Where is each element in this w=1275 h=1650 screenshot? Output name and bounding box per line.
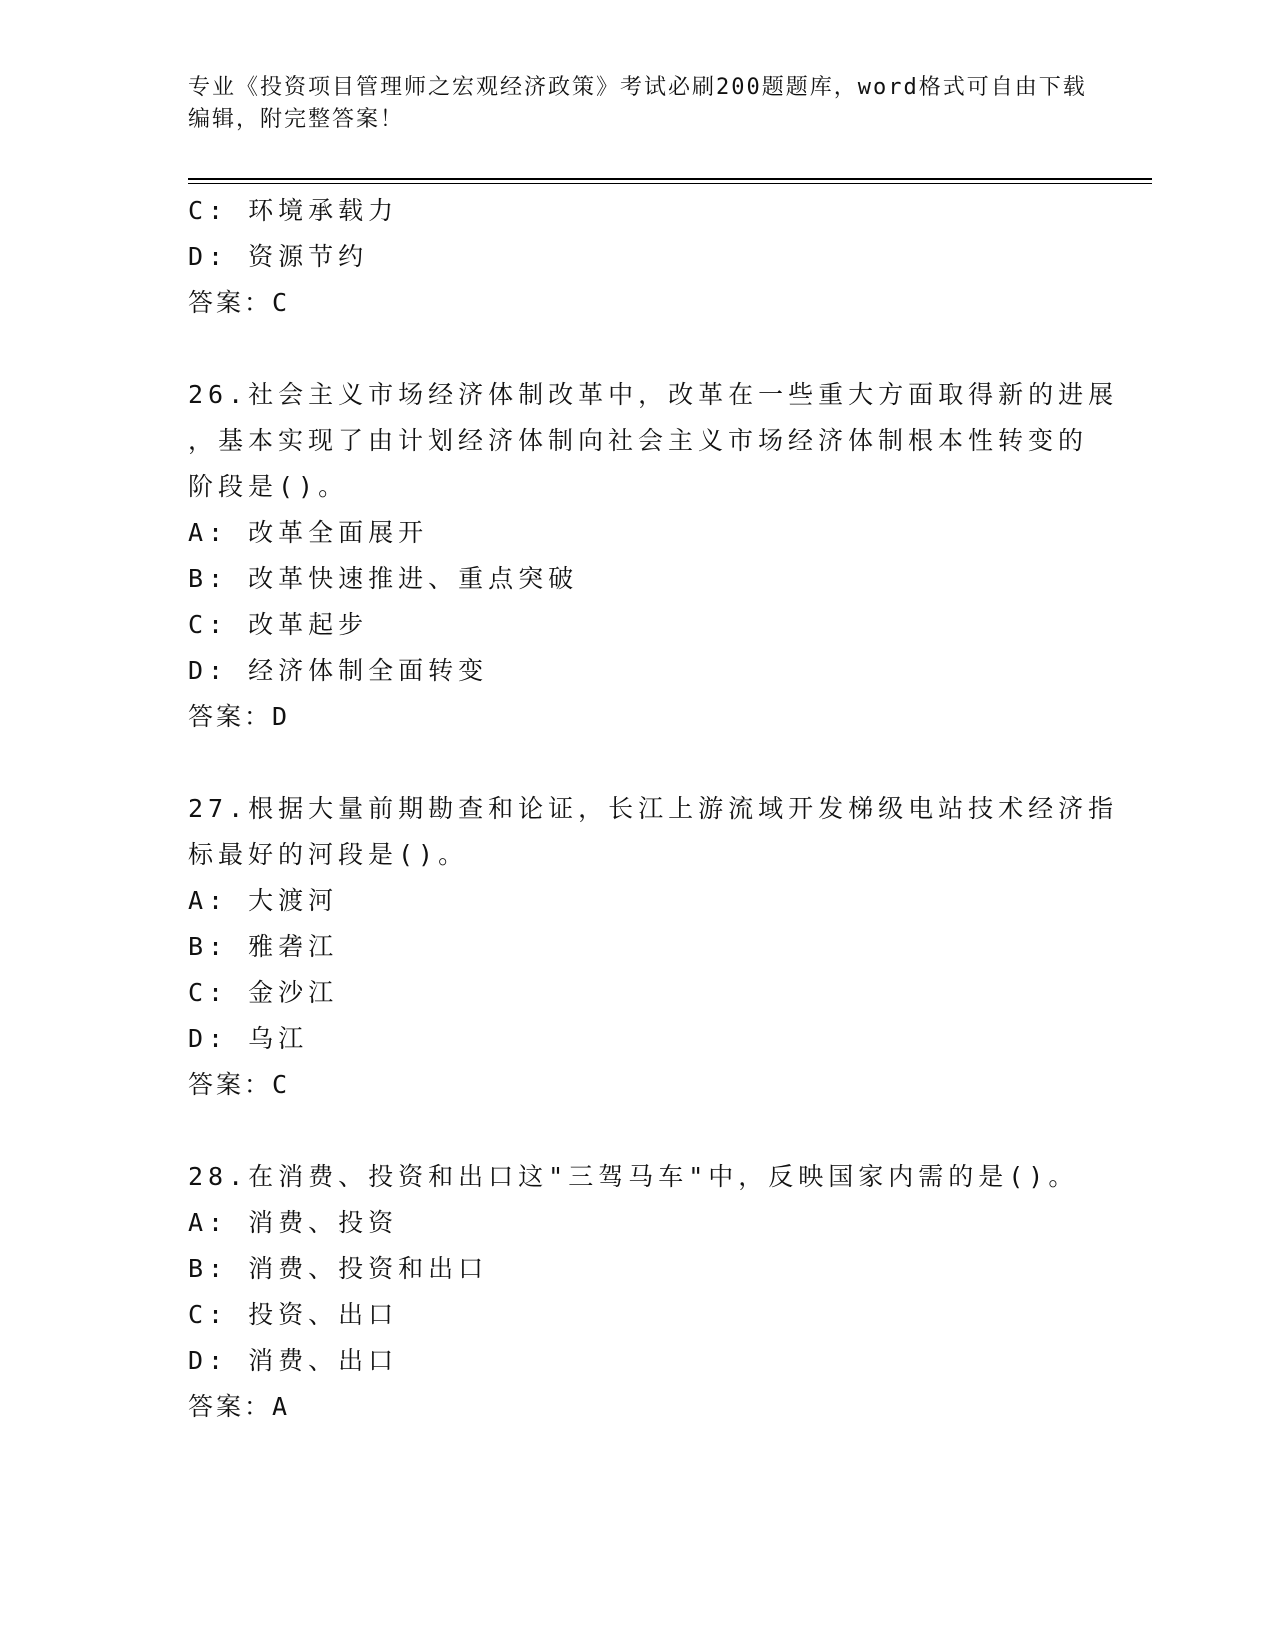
document-header: [188, 72, 1088, 136]
question-block-27: [188, 786, 1119, 1108]
option-letter: A:: [188, 1208, 229, 1237]
option-letter: B:: [188, 1254, 229, 1283]
option-text: 投资、出口: [248, 1300, 399, 1329]
option-text: 金沙江: [248, 978, 339, 1007]
question-number: 28.: [188, 1162, 249, 1191]
question-list: [188, 188, 1119, 1476]
question-line: [188, 372, 1119, 418]
option-text: 消费、投资和出口: [248, 1254, 489, 1283]
option-letter: A:: [188, 886, 229, 915]
option-text: 改革起步: [248, 610, 369, 639]
answer-row: [188, 1384, 1088, 1430]
option-row: [188, 556, 1088, 602]
option-text: 雅砻江: [248, 932, 339, 961]
option-letter: A:: [188, 518, 229, 547]
header-divider-thin: [188, 183, 1152, 184]
option-text: 改革全面展开: [248, 518, 429, 547]
question-block-prev: [188, 188, 1088, 326]
option-text: 消费、出口: [248, 1346, 399, 1375]
answer-row: [188, 694, 1088, 740]
option-text: 大渡河: [248, 886, 339, 915]
option-row: [188, 1200, 1088, 1246]
header-divider: [188, 178, 1152, 180]
option-row: [188, 878, 1088, 924]
option-text: 资源节约: [248, 242, 369, 271]
option-letter: B:: [188, 932, 229, 961]
question-line: [188, 786, 1119, 832]
option-letter: D:: [188, 242, 229, 271]
question-text: 标最好的河段是()。: [188, 840, 469, 869]
option-row: [188, 1338, 1088, 1384]
option-row: [188, 924, 1088, 970]
question-text: 社会主义市场经济体制改革中，改革在一些重大方面取得新的进展: [248, 380, 1119, 409]
answer-label: 答案：: [188, 1392, 273, 1421]
answer-row: [188, 280, 1088, 326]
question-text: 根据大量前期勘查和论证，长江上游流域开发梯级电站技术经济指: [248, 794, 1119, 823]
option-row: [188, 970, 1088, 1016]
question-text: ，基本实现了由计划经济体制向社会主义市场经济体制根本性转变的: [188, 426, 1089, 455]
option-row: [188, 1016, 1088, 1062]
question-line: [188, 464, 1088, 510]
answer-label: 答案：: [188, 702, 273, 731]
question-block-26: [188, 372, 1119, 740]
question-number: 26.: [188, 380, 249, 409]
question-line: [188, 832, 1088, 878]
option-letter: D:: [188, 656, 229, 685]
answer-label: 答案：: [188, 288, 273, 317]
document-header-text: 专业《投资项目管理师之宏观经济政策》考试必刷200题题库，word格式可自由下载编辑，附完整答案！: [188, 75, 1087, 132]
option-letter: C:: [188, 610, 229, 639]
option-letter: B:: [188, 564, 229, 593]
question-line: [188, 418, 1088, 464]
question-block-28: [188, 1154, 1088, 1430]
option-letter: D:: [188, 1346, 229, 1375]
answer-value: A: [272, 1392, 293, 1421]
option-row: [188, 1246, 1088, 1292]
question-number: 27.: [188, 794, 249, 823]
answer-value: C: [272, 1070, 293, 1099]
option-letter: D:: [188, 1024, 229, 1053]
answer-row: [188, 1062, 1088, 1108]
question-text: 在消费、投资和出口这"三驾马车"中，反映国家内需的是()。: [248, 1162, 1079, 1191]
answer-value: C: [272, 288, 293, 317]
option-row: [188, 1292, 1088, 1338]
option-row: [188, 188, 1088, 234]
option-row: [188, 648, 1088, 694]
option-text: 环境承载力: [248, 196, 399, 225]
option-text: 消费、投资: [248, 1208, 399, 1237]
option-row: [188, 234, 1088, 280]
option-row: [188, 602, 1088, 648]
option-text: 改革快速推进、重点突破: [248, 564, 579, 593]
option-letter: C:: [188, 196, 229, 225]
option-text: 乌江: [248, 1024, 309, 1053]
answer-label: 答案：: [188, 1070, 273, 1099]
option-text: 经济体制全面转变: [248, 656, 489, 685]
question-line: [188, 1154, 1088, 1200]
option-letter: C:: [188, 1300, 229, 1329]
answer-value: D: [272, 702, 293, 731]
option-row: [188, 510, 1088, 556]
option-letter: C:: [188, 978, 229, 1007]
question-text: 阶段是()。: [188, 472, 349, 501]
